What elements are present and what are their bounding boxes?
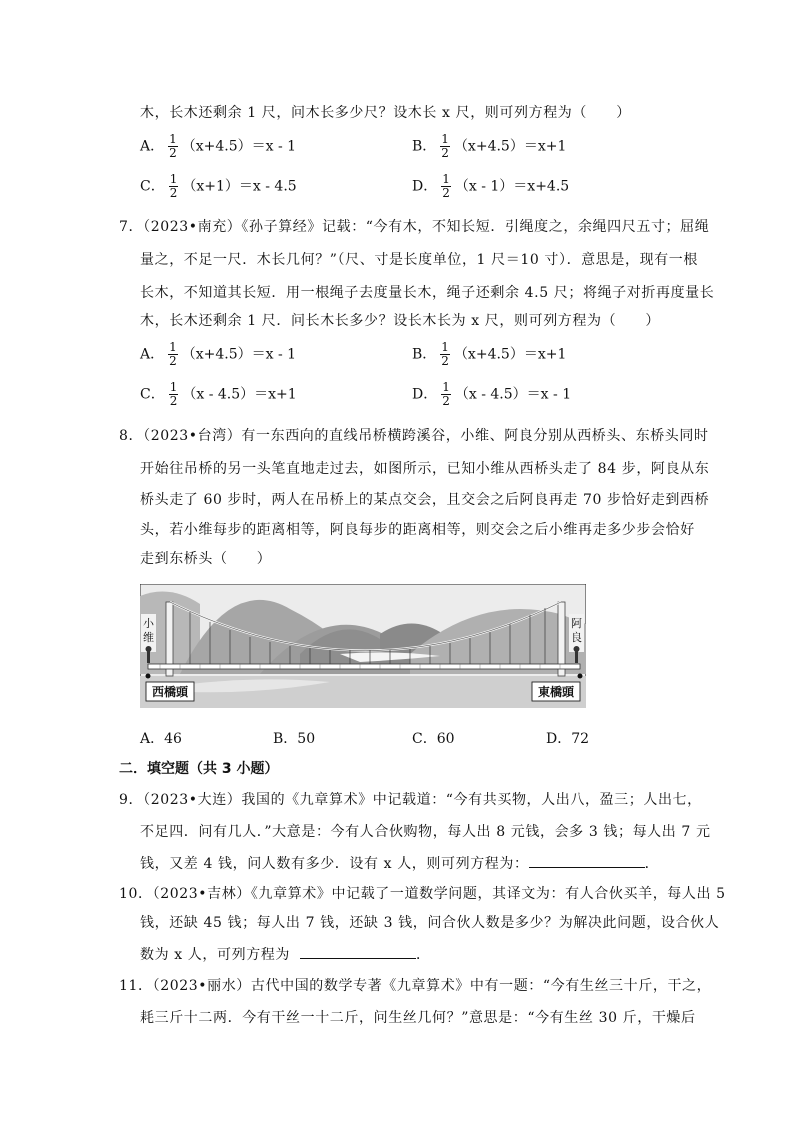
q8-line-3: 桥头走了 60 步时，两人在吊桥上的某点交会，且交会之后阿良再走 70 步恰好走到西桥 <box>140 492 710 508</box>
q7-option-a[interactable]: A． $\frac{1}{2}$ （x+4.5）＝x - 1 <box>140 340 297 368</box>
q10-line-1: 10．（2023•吉林）《九章算术》中记载了一道数学问题，其译文为：有人合伙买羊，每人出 5 <box>119 886 726 902</box>
q8-option-d[interactable]: D．72 <box>546 731 590 747</box>
q7-line-1: 7．（2023•南充）《孙子算经》记载：“今有木，不知长短．引绳度之，余绳四尺五寸；屈绳 <box>119 219 710 235</box>
svg-text:良: 良 <box>571 631 582 644</box>
q10-line-3: 数为 x 人，可列方程为 ． <box>140 944 431 965</box>
west-bridge-head-label: 西橋頭 <box>151 685 189 699</box>
q11-line-1: 11．（2023•丽水）古代中国的数学专著《九章算术》中有一题：“今有生丝三十斤，干之， <box>119 978 712 994</box>
q8-option-b[interactable]: B．50 <box>273 731 316 747</box>
q8-line-5: 走到东桥头（ ） <box>140 551 272 567</box>
fraction: $\frac{1}{2}$ <box>441 132 449 160</box>
east-endpoint <box>578 674 583 679</box>
q6-option-a[interactable]: A． $\frac{1}{2}$ （x+4.5）＝x - 1 <box>140 132 297 160</box>
svg-text:小: 小 <box>143 617 154 630</box>
q8-line-4: 头，若小维每步的距离相等，阿良每步的距离相等，则交会之后小维再走多少步会恰好 <box>140 522 695 538</box>
q8-line-1: 8．（2023•台湾）有一东西向的直线吊桥横跨溪谷，小维、阿良分别从西桥头、东桥头同时 <box>119 428 709 444</box>
fraction: $\frac{1}{2}$ <box>441 340 449 368</box>
q7-option-c[interactable]: C． $\frac{1}{2}$ （x - 4.5）＝x+1 <box>140 380 297 408</box>
q7-line-4: 木，长木还剩余 1 尺．问长木长多少？设长木长为 x 尺，则可列方程为（ ） <box>140 313 661 329</box>
answer-blank[interactable] <box>529 853 645 868</box>
fraction: $\frac{1}{2}$ <box>442 172 450 200</box>
q9-line-3: 钱，又差 4 钱，问人数有多少．设有 x 人，则可列方程为： ． <box>140 853 659 874</box>
q8-option-a[interactable]: A．46 <box>140 731 182 747</box>
answer-blank[interactable] <box>300 944 416 959</box>
svg-text:维: 维 <box>143 631 154 644</box>
west-endpoint <box>146 674 151 679</box>
deck-rail <box>160 664 560 669</box>
bridge-deck <box>148 664 580 669</box>
q8-option-c[interactable]: C．60 <box>412 731 455 747</box>
q7-line-2: 量之，不足一尺．木长几何？”（尺、寸是长度单位，1 尺＝10 寸）．意思是，现有一根 <box>140 252 698 268</box>
q6-stem-tail: 木，长木还剩余 1 尺，问木长多少尺？设木长 x 尺，则可列方程为（ ） <box>140 105 631 121</box>
section-heading: 二．填空题（共 3 小题） <box>119 761 279 777</box>
q7-option-d[interactable]: D． $\frac{1}{2}$ （x - 4.5）＝x - 1 <box>412 380 572 408</box>
q11-line-2: 耗三斤十二两．今有干丝一十二斤，问生丝几何？”意思是：“今有生丝 30 斤，干燥后 <box>140 1010 696 1026</box>
q8-line-2: 开始往吊桥的另一头笔直地走过去，如图所示，已知小维从西桥头走了 84 步，阿良从东 <box>140 461 710 477</box>
east-bridge-head-label: 東橋頭 <box>537 685 575 699</box>
suspension-bridge-figure <box>140 584 586 708</box>
fraction: $\frac{1}{2}$ <box>169 380 178 408</box>
fraction: $\frac{1}{2}$ <box>442 380 450 408</box>
q10-line-2: 钱，还缺 45 钱；每人出 7 钱，还缺 3 钱，问合伙人数是多少？为解决此问题，设合伙人 <box>140 915 720 931</box>
fraction: $\frac{1}{2}$ <box>169 132 177 160</box>
svg-text:阿: 阿 <box>571 617 582 630</box>
q6-option-b[interactable]: B． $\frac{1}{2}$ （x+4.5）＝x+1 <box>412 132 567 160</box>
q9-line-2: 不足四．问有几人．”大意是：今有人合伙购物，每人出 8 元钱，会多 3 钱；每人出 7 元 <box>140 824 711 840</box>
q6-option-d[interactable]: D． $\frac{1}{2}$ （x - 1）＝x+4.5 <box>412 172 570 200</box>
q7-option-b[interactable]: B． $\frac{1}{2}$ （x+4.5）＝x+1 <box>412 340 567 368</box>
q6-option-c[interactable]: C． $\frac{1}{2}$ （x+1）＝x - 4.5 <box>140 172 297 200</box>
q7-line-3: 长木，不知道其长短．用一根绳子去度量长木，绳子还剩余 4.5 尺；将绳子对折再度量长 <box>140 285 715 301</box>
fraction: $\frac{1}{2}$ <box>169 172 178 200</box>
q9-line-1: 9．（2023•大连）我国的《九章算术》中记载道：“今有共买物，人出八，盈三；人出七， <box>119 792 702 808</box>
fraction: $\frac{1}{2}$ <box>169 340 177 368</box>
